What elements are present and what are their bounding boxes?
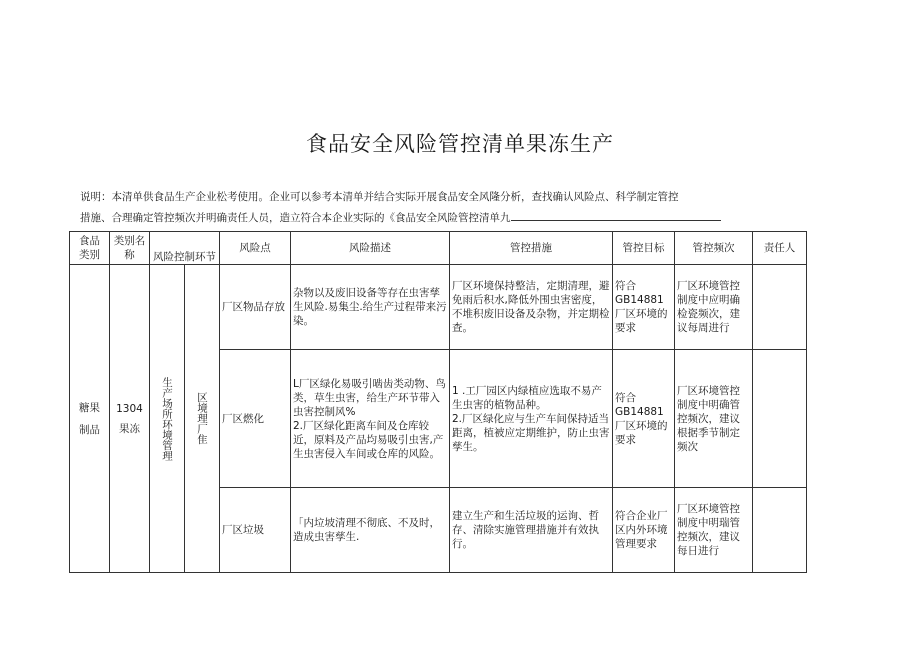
cell-goal: 符合GB14881厂区环境的要求: [613, 265, 675, 350]
cell-sub-text: 区境理厂隹: [196, 392, 208, 445]
cell-description: 杂物以及废旧设备等存在虫害孳生风险.易集尘.给生产过程带来污染。: [291, 265, 450, 350]
cell-responsible: [753, 350, 807, 488]
cell-goal: 符合GB14881厂区环境的要求: [613, 350, 675, 488]
header-goal: 管控目标: [613, 232, 675, 265]
cell-type: 1304 果冻: [110, 265, 150, 573]
cell-risk-point: 厂区物品存放: [220, 265, 291, 350]
cell-environment: [150, 265, 185, 573]
cell-frequency: 厂区环境管控制度中应明确检瓷频次，建议每周进行: [675, 265, 753, 350]
note-line-2: [80, 210, 800, 225]
cell-frequency: 厂区环境管控制度中明瑞管控频次，建议每日进行: [675, 488, 753, 573]
page-title: 食品安全风险管控清单果冻生产: [306, 132, 614, 156]
table-row: [70, 265, 807, 350]
header-category: 食品 类别: [70, 232, 110, 265]
cell-responsible: [753, 265, 807, 350]
cell-risk-point: 厂区燃化: [220, 350, 291, 488]
cell-environment-text: 生产场所环境管理: [161, 376, 173, 461]
header-type: 类别名 称: [110, 232, 150, 265]
header-row: [70, 232, 807, 265]
header-measures: 管控措施: [450, 232, 613, 265]
header-description: 风险描述: [291, 232, 450, 265]
cell-description: L厂区绿化易吸引啮齿类动物、鸟类，草生虫害，给生产环节带入虫害控制风% 2.厂区绿化距离车间及仓库较近，原料及产品均易吸引虫害,产生虫害侵入车间或仓库的风险。: [291, 350, 450, 488]
cell-category: 糖果 制品: [70, 265, 110, 573]
cell-measures: 1 .工厂园区内绿植应选取不易产生虫害的植物品种。 2.厂区绿化应与生产车间保持适当距离，植被应定期维护，防止虫害孳生。: [450, 350, 613, 488]
cell-measures: 建立生产和生活垃圾的运询、哲存、清除实施管理措施并有效执行。: [450, 488, 613, 573]
risk-control-table: [69, 231, 807, 573]
header-responsible: 责任人: [753, 232, 807, 265]
cell-sub: [185, 265, 220, 573]
header-risk-point: 风险点: [220, 232, 291, 265]
cell-frequency: 厂区环境管控制度中明确管控频次，建议根据季节制定频次: [675, 350, 753, 488]
header-frequency: 管控频次: [675, 232, 753, 265]
note-line-1: 说明：本清单供食品生产企业松考使用。企业可以参考本清单并结合实际开展食品安全风隆分析，查找确认风险点、科学制定管控: [80, 191, 679, 203]
note-underline: [511, 210, 721, 221]
cell-responsible: [753, 488, 807, 573]
cell-description: 「内垃坡清理不彻底、不及时，造成虫害孳生.: [291, 488, 450, 573]
header-control-link: 风险控制环节: [150, 232, 220, 265]
cell-goal: 符合企业厂区内外环境管理要求: [613, 488, 675, 573]
cell-measures: 厂区环境保持整洁，定期清理，避免雨后积水,降低外围虫害密度，不堆积废旧设备及杂物，并定期检查。: [450, 265, 613, 350]
cell-risk-point: 厂区垃圾: [220, 488, 291, 573]
note-line-2-text: 措施、合理确定管控频次并明确责任人员，造立符合本企业实际的《食品安全风险管控清单九: [80, 212, 511, 224]
